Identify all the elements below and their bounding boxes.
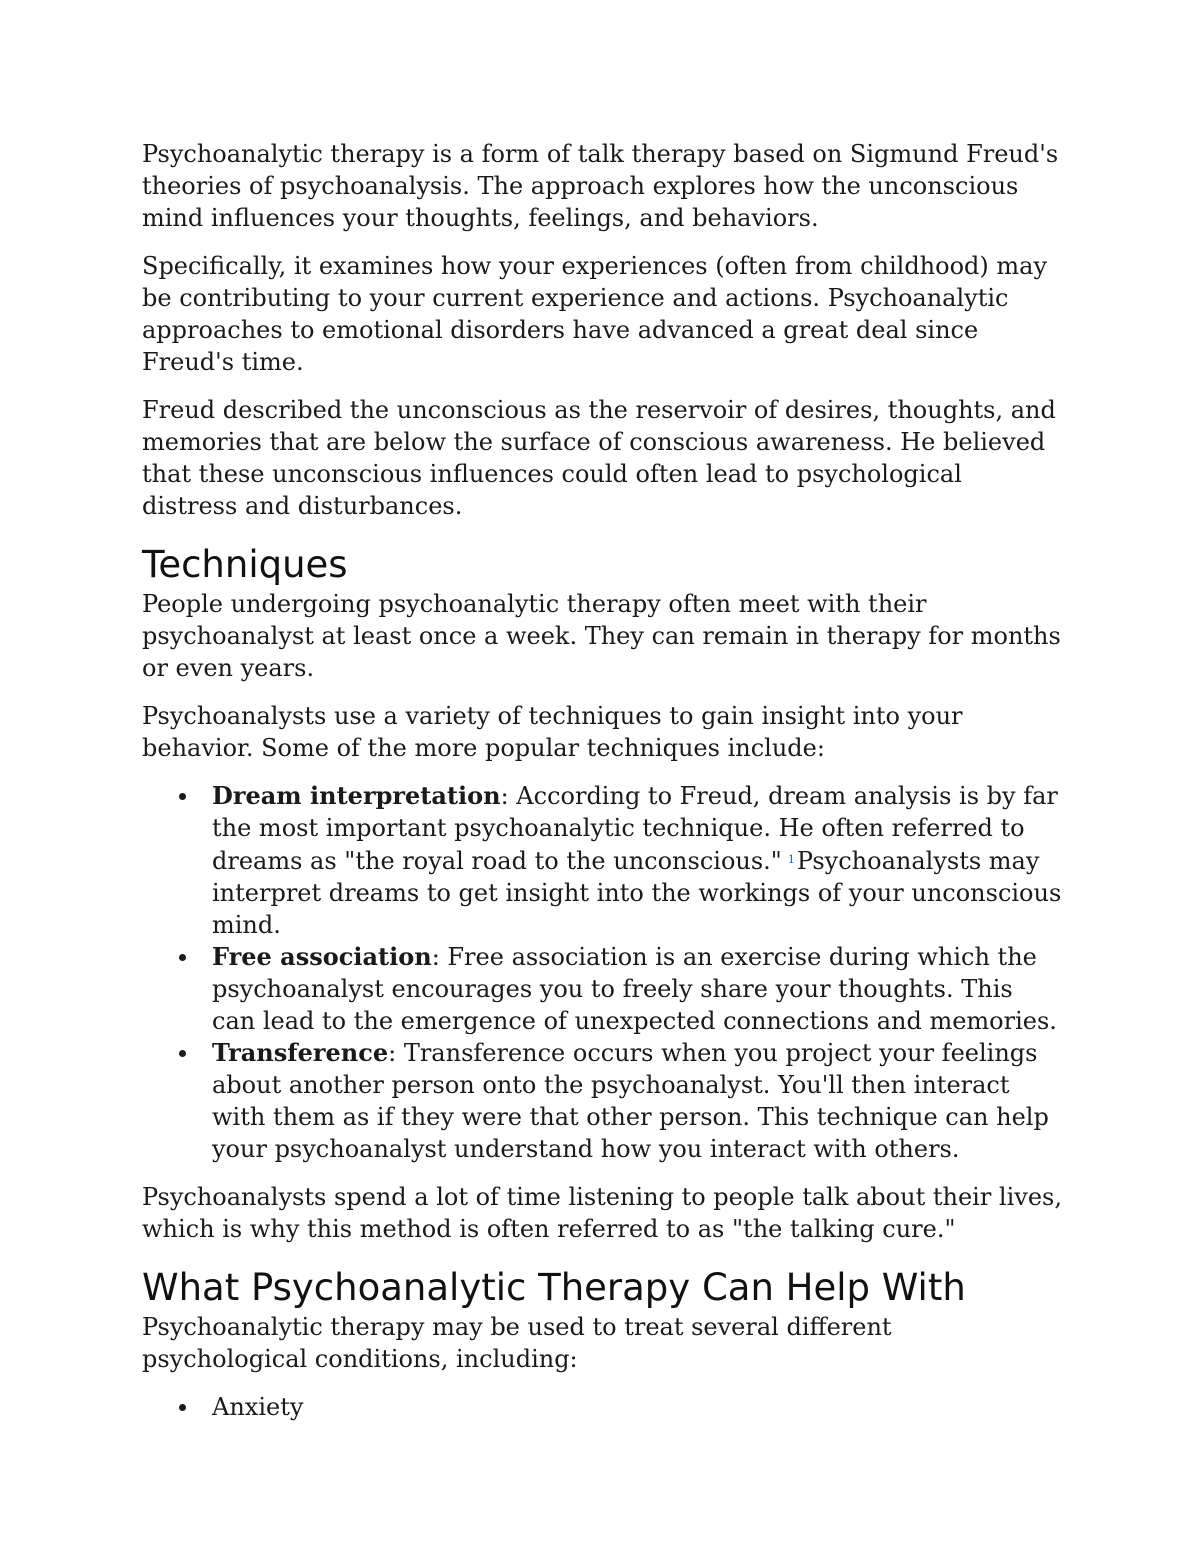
list-item-text: Anxiety <box>212 1393 304 1421</box>
bullet-icon <box>179 793 186 800</box>
bullet-icon <box>179 954 186 961</box>
techniques-paragraph-1: People undergoing psychoanalytic therapy often meet with their psychoanalyst at least once a week. They can remain in therapy for months or even years. <box>142 590 1061 682</box>
list-item <box>212 941 1062 1037</box>
conditions-list <box>142 1391 1062 1423</box>
techniques-list <box>142 780 1062 1165</box>
list-item-text: Psychoanalysts may interpret dreams to get insight into the workings of your unconscious mind. <box>212 847 1062 939</box>
list-item-text: : Transference occurs when you project your feelings about another person onto the psychoanalyst. You'll then interact with them as if they were that other person. This technique can help your psychoanalyst understand how you interact with others. <box>212 1039 1049 1163</box>
bullet-icon <box>179 1050 186 1057</box>
list-item <box>212 780 1062 941</box>
list-item-term: Dream interpretation <box>212 781 501 810</box>
bullet-icon <box>179 1404 186 1411</box>
list-item-term: Transference <box>212 1038 389 1067</box>
reference-link[interactable]: 1 <box>787 853 795 866</box>
techniques-paragraph-3: Psychoanalysts spend a lot of time listening to people talk about their lives, which is why this method is often referred to as "the talking cure." <box>142 1183 1062 1243</box>
help-paragraph-1: Psychoanalytic therapy may be used to treat several different psychological conditions, including: <box>142 1313 892 1373</box>
intro-paragraph-3: Freud described the unconscious as the reservoir of desires, thoughts, and memories that are below the surface of conscious awareness. He believed that these unconscious influences could often lead to psychological distress and disturbances. <box>142 396 1056 520</box>
list-item-text: : Free association is an exercise during which the psychoanalyst encourages you to freely share your thoughts. This can lead to the emergence of unexpected connections and memories. <box>212 943 1057 1035</box>
list-item-term: Free association <box>212 942 432 971</box>
intro-paragraph-1: Psychoanalytic therapy is a form of talk therapy based on Sigmund Freud's theories of psychoanalysis. The approach explores how the unconscious mind influences your thoughts, feelings, and behaviors. <box>142 140 1059 232</box>
list-item-text: : According to Freud, dream analysis is by far the most important psychoanalytic technique. He often referred to dreams as "the royal road to the unconscious." <box>212 782 1058 875</box>
list-item <box>212 1037 1062 1165</box>
document-page <box>142 138 1062 1439</box>
techniques-heading: Techniques <box>142 543 348 586</box>
list-item <box>212 1391 1062 1423</box>
intro-paragraph-2: Specifically, it examines how your experiences (often from childhood) may be contributing to your current experience and actions. Psychoanalytic approaches to emotional disorders have advanced a great deal since Freud's time. <box>142 252 1048 376</box>
help-heading: What Psychoanalytic Therapy Can Help With <box>142 1266 966 1309</box>
techniques-paragraph-2: Psychoanalysts use a variety of techniques to gain insight into your behavior. Some of the more popular techniques include: <box>142 702 963 762</box>
